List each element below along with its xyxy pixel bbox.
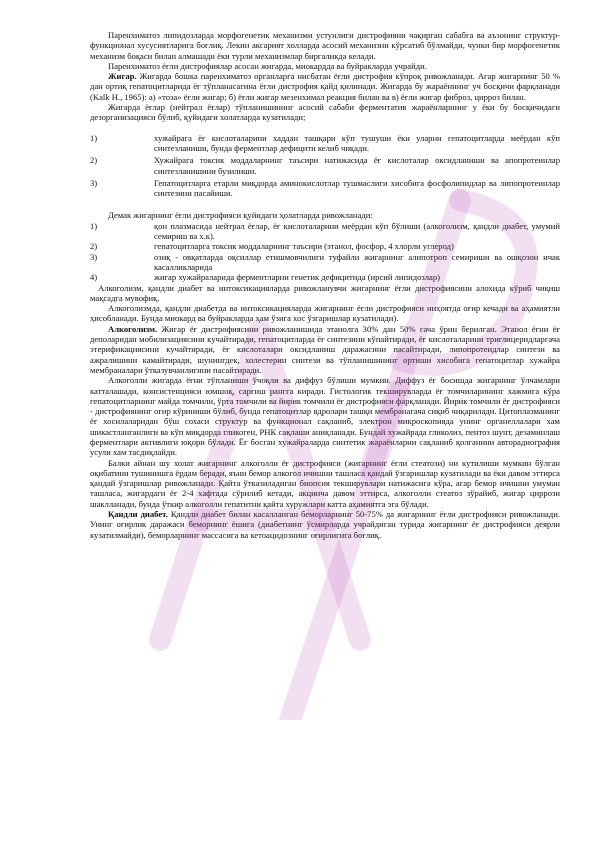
list-number: 3) bbox=[90, 177, 98, 188]
list-number: 1) bbox=[90, 220, 98, 231]
paragraph-diabetes bbox=[90, 509, 560, 540]
heading-diabetes: Қандли диабет. bbox=[108, 509, 168, 520]
paragraph: Паренхиматоз липидозларда морфогенетик механизми устунлиги дистрофияни чақирган сабабга ва аъзонинг структур-функционал хусусиятларига боғлиқ. Лекин аксарият холларда асосий механизни кўрсатиб бўлмайди, чунки бир морфогенетик механизм боқаси билан алмашади ёки турли механизмлар биргаликда келади. bbox=[90, 30, 560, 61]
heading-liver: Жигар. bbox=[108, 71, 137, 82]
list-item bbox=[90, 155, 560, 176]
list-item bbox=[90, 272, 560, 282]
paragraph: Алкоголизмда, қандли диабетда ва интоксикацияларда жигарнинг ёғли дистрофияси ниҳоятда оғир кечади ва аҳамиятли ҳисобланади. Бунда миокард ва буйракларда ҳам ўзига хос ўзгаришлар кузатилади). bbox=[90, 303, 560, 324]
paragraph-text: Жигарда бошка паренхиматоз органларга нисбатан ёғли дистрофия кўпроқ ривожланади. Агар жигарнинг 50 % дан ортиқ гепатоцитларида ёғ тўпланасагина ёғли дистрофия қайд қилинади. Жигарда бу жараённинг уч босқичи фарқланади (Kalk H., 1965): а) «тоза» ёғли жигар; б) ёғли жигар мезенхимал реакция билан ва в) ёғли жигар фиброз, цирроз билан. bbox=[90, 71, 560, 102]
list-item bbox=[90, 178, 560, 199]
paragraph-alcoholism bbox=[90, 324, 560, 375]
paragraph-text: Жигар ёғ дистрофиясини ривожланишида этанолга 30% дан 50% гача ўрин берилган. Этанол ёғни ёғ деполаридан мобилизациясини кучайтиради, гепатоцитларда ёғ синтезини кўпайтиради, ёғ кислоталарини триглицеридларгача этерификациясини кучайтиради, ёғ кислоталари оксидланиш даражасини пасайтиради, липопротеидлар синтези ва ажралишини камайтиради, шунингдек, холестерин синтези ва тўпланишининг ортиши хисобига гепатоцитлар хужайра мембраналари ўтказувчанлигини пасайтиради. bbox=[90, 323, 560, 375]
list-text: гепатоцитларга токсик моддаларнинг таъсири (этанол, фосфор, 4 хлорли углерод) bbox=[154, 241, 454, 252]
list-number: 2) bbox=[90, 241, 98, 252]
paragraph: Жигарда ёғлар (нейтрал ёғлар) тўпланишининг асосий сабаби ферментатив жараёнларнинг у ёки бу босқичидаги дезорганизацияси бўлиб, қуйидаги холатларда кузатилади; bbox=[90, 102, 560, 123]
list-item bbox=[90, 252, 560, 273]
list-item bbox=[90, 221, 560, 242]
list-number: 3) bbox=[90, 251, 98, 262]
list-text: хужайрага ёғ кислоталарини хаддан ташқари кўп тушуши ёки уларни гепатоцитларда меёрдан кўп синтезланиши, бунда ферментлар дефицити келиб чиқади. bbox=[154, 132, 560, 153]
list-number: 2) bbox=[90, 155, 98, 166]
paragraph: Демак жигарнинг ёғли дистрофияси қуйидаги ҳолатларда ривожланади: bbox=[108, 210, 373, 221]
list-text: қон плазмасида нейтрал ёғлар, ёғ кислоталарини меёрдан кўп бўлиши (алкоголизм, қандли диабет, умумий семириш ва х.к). bbox=[154, 220, 560, 242]
paragraph: Балки айнан шу холат жигарнинг алкоголли ёғ дистрофияси (жигарнинг ёғли стеатози) ни кутилиши мумкин бўлган оқибатини тушинишга ёрдам беради, яъни бемор алкогол ичишни ташласа қандай ўзгаришлар кузатилади ва ёки давом эттирса қандай ўзгаришлар ривожланади. Қайта ўтказиладиган биопсия текширувлари натижасига кўра, агар бемор ичишни умуман ташласа, жигардаги ёғ 2-4 хафтада сўрилиб кетади, акцинча давом эттирса, алкоголли стеатоз зўрайиб, жигар циррози шаклланади, бунда ўткир алкоголли гепатитни қайта хуружлари катта аҳамиятга эга бўлади. bbox=[90, 457, 560, 509]
list-item bbox=[90, 241, 560, 251]
list-text: жигар хужайраларида ферментларни генетик дефицитида (ирсий липидозлар) bbox=[154, 272, 441, 283]
list-item bbox=[90, 133, 560, 154]
paragraph-text: Қандли диабет билан касалланган беморларнинг 50-75% да жигарнинг ёғли дистрофияси ривожланади. Унинг оғирлик даражаси беморнинг ёшига (диабетнинг ўсмирларда учрайдиган турида жигарнинг ёғ дистрофияси деярли кузатилмайди), беморларнинг массасига ва кетоацидознинг оғирлигига боғлиқ. bbox=[90, 509, 560, 540]
paragraph-liver bbox=[90, 71, 560, 102]
list-number: 1) bbox=[90, 132, 98, 143]
list-number: 4) bbox=[90, 272, 98, 283]
list-text: озиқ - овқатларда оқсиллар етишмовчилиги туфайли жигарнинг алипотроп семириши ва ошқозон ичак касалликларида bbox=[154, 251, 560, 272]
paragraph: Алкоголли жигарда ёғни тўпланиши ўчоқли ва диффуз бўлиши мумкин. Диффуз ёғ босишда жигарнинг ўлчамлари катталашади, консистенцияси юмшоқ, сарғиш рангга киради. Гистологик текширувларда ёғ томчиларининг хажмига кўра гепатоцитларнинг майда томчили, ўрта томчили ва йирик томчили ёғ дистрофияси фарқланади. Йирик томчили ёғ дистрофияси - дистрофиянинг оғир кўриниши бўлиб, бунда гепатоцитлар ядролари ташқи мембранагача сиқиб чиқарилади. Цитоплазманинг ёғ хосилаларидан бўш сохаси структур ва функционал сақланиб, электрон микроскопияда унинг органеллалари хам шикастланганлиги ва кўп миқдорда гликоген, РНК сақлаши аниқланади. Бундай хужайрада гликолиз, пентоз шунт, дезаминлаш ферментлари активлиги юқори бўлади. Ёғ босган хужайраларда синтетик жараёнларни сақланиб қолганини авторадиография усули хам тасдиқлайди. bbox=[90, 375, 560, 458]
text-body bbox=[90, 30, 560, 540]
paragraph: Паренхиматоз ёғли дистрофиялар асосан жигарда, миокардда ва буйракларда учрайди. bbox=[108, 60, 427, 71]
heading-alcoholism: Алкоголизм. bbox=[108, 323, 158, 334]
paragraph: Алкоголизм, қандли диабет ва интоксикацияларда ривожланувчи жигарнинг ёғли дистрофиясини алохида кўриб чиқиш мақсадга мувофиқ. bbox=[90, 282, 560, 303]
list-text: Гепатоцитларга етарли миқдорда аминокислотлар тушмаслиги хисобига фосфолипидлар ва липопротеинлар синтезини пасайиши. bbox=[154, 177, 560, 199]
list-text: Хужайрага токсик моддаларнинг таъсири натижасида ёғ кислоталар оксидланиши ва апопротеинлар синтезланишини бузилиши. bbox=[154, 155, 560, 176]
